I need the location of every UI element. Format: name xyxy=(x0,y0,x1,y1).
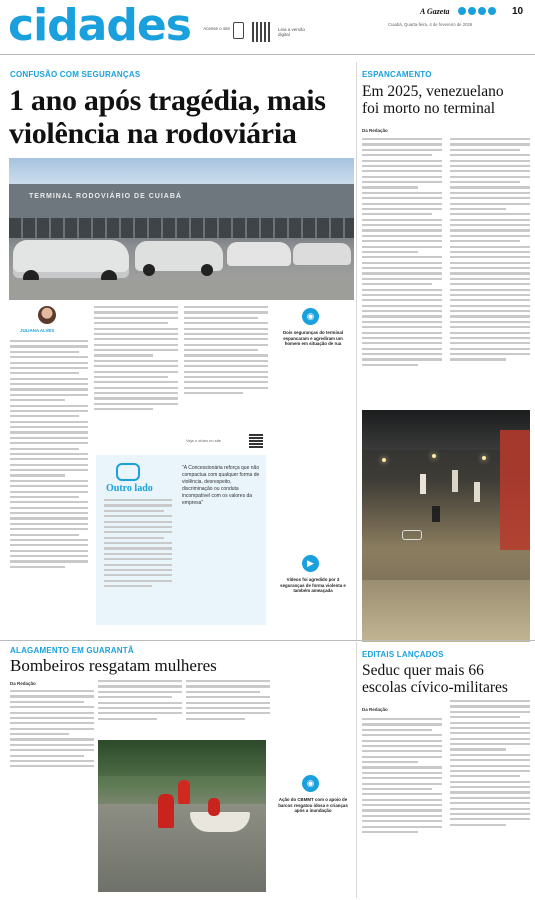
main-photo-caption: Dois seguranças do terminal espancaram e agrediram um homem em situação de rua xyxy=(282,330,344,347)
night-terminal-photo xyxy=(362,410,530,642)
sidebar-headline-line-1: Em 2025, venezuelano xyxy=(362,83,504,100)
sidebar-body-col-1 xyxy=(362,138,442,369)
terminal-photo xyxy=(9,158,354,300)
seduc-headline xyxy=(362,662,532,696)
seduc-headline-line-2: escolas cívico-militares xyxy=(362,679,508,696)
side-caption: Vídeos foi agredido por 3 seguranças de forma violenta e também ameaçada xyxy=(280,577,346,594)
sidebar-headline xyxy=(362,83,532,117)
seduc-kicker: EDITAIS LANÇADOS xyxy=(362,650,444,659)
qr-small-icon[interactable] xyxy=(249,434,263,448)
main-kicker: CONFUSÃO COM SEGURANÇAS xyxy=(10,70,141,79)
seduc-body-col-1 xyxy=(362,718,442,836)
rescue-kicker: ALAGAMENTO EM GUARANTÃ xyxy=(10,646,134,655)
rescue-body-col-2 xyxy=(98,680,182,723)
date-line: Cuiabá, Quarta-feira, 4 de fevereiro de 2026 xyxy=(388,22,473,27)
outro-lado-quote: "A Concessionária reforça que não compactua com qualquer forma de violência, desrespeito, discriminação ou conduta incompatível com os valores da empresa" xyxy=(182,465,260,506)
seduc-byline: Da Redação xyxy=(362,707,388,712)
qr-code-icon[interactable] xyxy=(252,22,272,42)
rescue-headline: Bombeiros resgatam mulheres xyxy=(10,656,217,675)
brand-logo: A Gazeta xyxy=(420,7,450,16)
seduc-headline-line-1: Seduc quer mais 66 xyxy=(362,662,484,679)
person-figure xyxy=(452,470,458,492)
main-headline-line-2: violência na rodoviária xyxy=(9,117,297,150)
person-figure xyxy=(420,474,426,494)
sidebar-headline-line-2: foi morto no terminal xyxy=(362,100,496,117)
rescue-caption: Ação do CBMMT com o apoio de barcos resgatou idosa e crianças após a inundação xyxy=(278,797,348,814)
chat-icon xyxy=(116,463,140,481)
promo-sub: Leia a versão digital xyxy=(278,27,306,37)
video-icon: ▶ xyxy=(302,555,319,572)
author-name: JULIANA ALVES xyxy=(20,328,55,333)
outro-lado-title: Outro lado xyxy=(106,483,153,494)
main-headline-line-1: 1 ano após tragédia, mais xyxy=(9,84,326,117)
person-figure xyxy=(474,482,480,502)
car-4 xyxy=(293,243,351,265)
seduc-body-col-2 xyxy=(450,700,530,829)
camera-icon-2: ◉ xyxy=(302,775,319,792)
car-3 xyxy=(227,242,291,266)
promo-label: Acesse o site xyxy=(203,26,230,31)
brand-dots xyxy=(458,7,496,15)
outro-lado-body xyxy=(104,499,172,590)
main-body-col-1 xyxy=(10,340,88,571)
person-figure xyxy=(432,506,440,522)
rescue-byline: Da Redação xyxy=(10,681,36,686)
author-avatar xyxy=(38,306,56,324)
flood-rescue-photo xyxy=(98,740,266,892)
rescue-boat xyxy=(190,812,250,832)
page-number: 10 xyxy=(512,6,524,17)
rescue-body-col-1 xyxy=(10,690,94,771)
phone-icon xyxy=(233,22,244,39)
camera-icon: ◉ xyxy=(302,308,319,325)
terminal-sign: TERMINAL RODOVIÁRIO DE CUIABÁ xyxy=(29,193,182,200)
qr-label: Veja o vídeo no site xyxy=(186,438,221,443)
rescuer-figure xyxy=(178,780,190,804)
sidebar-kicker: ESPANCAMENTO xyxy=(362,70,432,79)
rescue-body-col-3 xyxy=(186,680,270,723)
section-title: cidades xyxy=(8,0,191,51)
rescuer-figure xyxy=(158,794,174,828)
main-headline xyxy=(9,84,354,150)
main-body-col-2 xyxy=(94,306,178,414)
sidebar-body-col-2 xyxy=(450,138,530,364)
outro-lado-box xyxy=(96,455,266,625)
main-body-col-3 xyxy=(184,306,268,397)
rescuer-figure xyxy=(208,798,220,816)
sidebar-byline: Da Redação xyxy=(362,128,388,133)
